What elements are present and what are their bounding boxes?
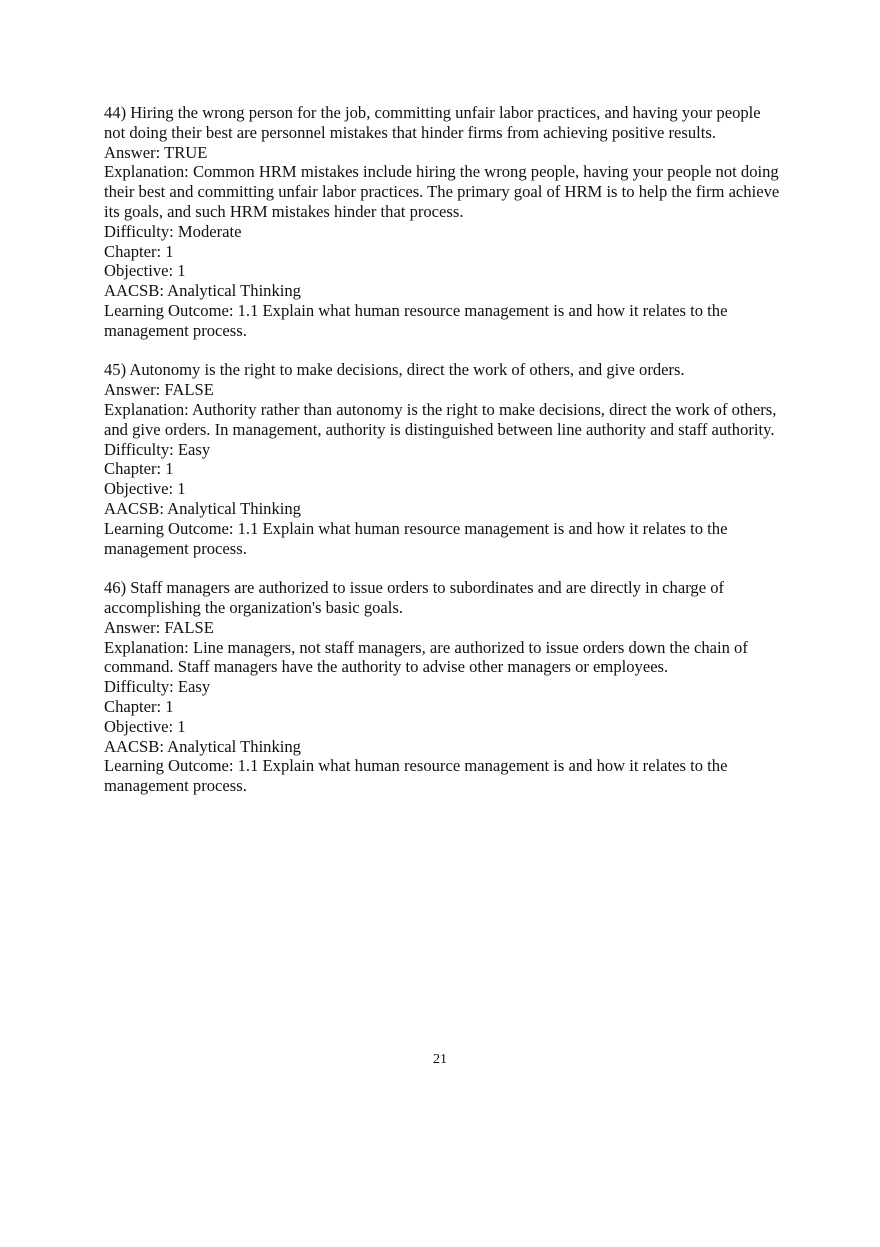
aacsb-line: AACSB: Analytical Thinking [104,736,301,756]
explanation-text: Explanation: Common HRM mistakes include hiring the wrong people, having your people not doing their best and committing unfair labor practices. The primary goal of HRM is to help the firm achieve its goals, and such HRM mistakes hinder that process. [104,162,780,221]
objective-line: Objective: 1 [104,716,186,736]
page-number: 21 [433,1052,447,1067]
aacsb-line: AACSB: Analytical Thinking [104,498,301,518]
question-block-45 [104,360,784,558]
difficulty-line: Difficulty: Moderate [104,221,242,241]
question-block-46 [104,578,784,796]
aacsb-line: AACSB: Analytical Thinking [104,281,301,301]
question-text: 45) Autonomy is the right to make decisions, direct the work of others, and give orders. [104,360,685,380]
chapter-line: Chapter: 1 [104,696,174,716]
learning-outcome-text: Learning Outcome: 1.1 Explain what human resource management is and how it relates to the management process. [104,756,728,796]
difficulty-line: Difficulty: Easy [104,439,211,459]
difficulty-line: Difficulty: Easy [104,677,211,697]
page-content [104,103,784,816]
answer-line: Answer: FALSE [104,380,214,400]
answer-line: Answer: TRUE [104,142,208,162]
objective-line: Objective: 1 [104,261,186,281]
explanation-text: Explanation: Authority rather than autonomy is the right to make decisions, direct the work of others, and give orders. In management, authority is distinguished between line authority and staff authority. [104,399,777,439]
learning-outcome-text: Learning Outcome: 1.1 Explain what human resource management is and how it relates to the management process. [104,300,728,340]
chapter-line: Chapter: 1 [104,241,174,261]
question-block-44 [104,103,784,341]
question-text: 46) Staff managers are authorized to issue orders to subordinates and are directly in charge of accomplishing the organization's basic goals. [104,578,725,617]
chapter-line: Chapter: 1 [104,459,174,479]
answer-line: Answer: FALSE [104,617,214,637]
objective-line: Objective: 1 [104,479,186,499]
question-text: 44) Hiring the wrong person for the job, committing unfair labor practices, and having your people not doing their best are personnel mistakes that hinder firms from achieving positive results. [104,103,761,142]
explanation-text: Explanation: Line managers, not staff managers, are authorized to issue orders down the chain of command. Staff managers have the authority to advise other managers or employees. [104,637,748,677]
learning-outcome-text: Learning Outcome: 1.1 Explain what human resource management is and how it relates to the management process. [104,518,728,558]
